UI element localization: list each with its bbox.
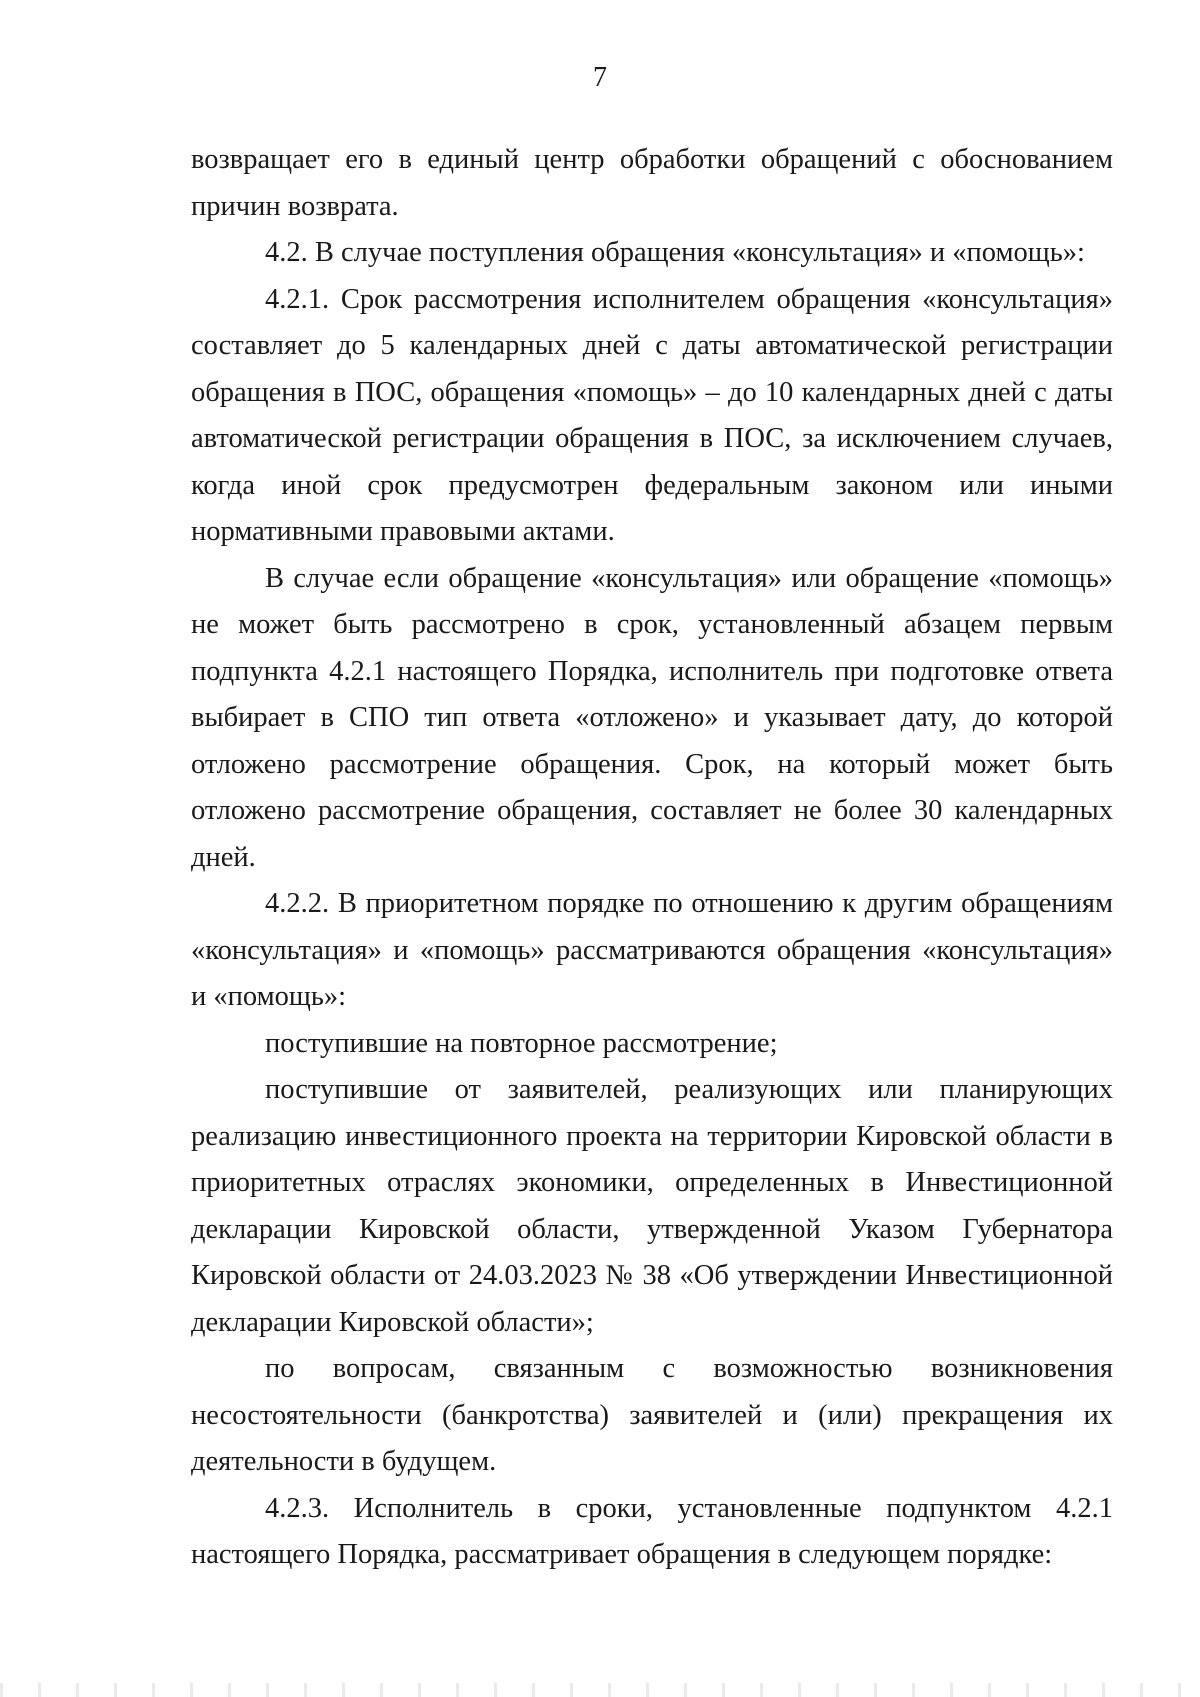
paragraph-4-2-1: 4.2.1. Срок рассмотрения исполнителем обращения «консультация» составляет до 5 календарных дней с даты автоматической регистрации обращения в ПОС, обращения «помощь» – до 10 календарных дней с даты автоматической регистрации обращения в ПОС, за исключением случаев, когда иной срок предусмотрен федеральным законом или иными нормативными правовыми актами. — [191, 283, 1113, 547]
scan-edge-noise — [0, 1683, 1200, 1697]
paragraph-return-reason: возвращает его в единый центр обработки обращений с обоснованием причин возврата. — [191, 144, 1113, 222]
document-body — [191, 137, 1113, 1579]
page-number: 7 — [593, 62, 607, 93]
list-item-repeat-review: поступившие на повторное рассмотрение; — [265, 1027, 778, 1059]
paragraph-postponed: В случае если обращение «консультация» или обращение «помощь» не может быть рассмотрено в срок, установленный абзацем первым подпункта 4.2.1 настоящего Порядка, исполнитель при подготовке ответа выбирает в СПО тип ответа «отложено» и указывает дату, до которой отложено рассмотрение обращения. Срок, на который может быть отложено рассмотрение обращения, составляет не более 30 календарных дней. — [191, 562, 1113, 873]
paragraph-4-2-2: 4.2.2. В приоритетном порядке по отношению к другим обращениям «консультация» и «помощь» рассматриваются обращения «консультация» и «помощь»: — [191, 888, 1113, 1012]
paragraph-4-2-3: 4.2.3. Исполнитель в сроки, установленные подпунктом 4.2.1 настоящего Порядка, рассматривает обращения в следующем порядке: — [191, 1492, 1113, 1570]
paragraph-4-2: 4.2. В случае поступления обращения «консультация» и «помощь»: — [265, 237, 1085, 268]
list-item-bankruptcy: по вопросам, связанным с возможностью возникновения несостоятельности (банкротства) заявителей и (или) прекращения их деятельности в будущем. — [191, 1353, 1113, 1477]
list-item-investors: поступившие от заявителей, реализующих или планирующих реализацию инвестиционного проекта на территории Кировской области в приоритетных отраслях экономики, определенных в Инвестиционной декларации Кировской области, утвержденной Указом Губернатора Кировской области от 24.03.2023 № 38 «Об утверждении Инвестиционной декларации Кировской области»; — [191, 1074, 1113, 1338]
